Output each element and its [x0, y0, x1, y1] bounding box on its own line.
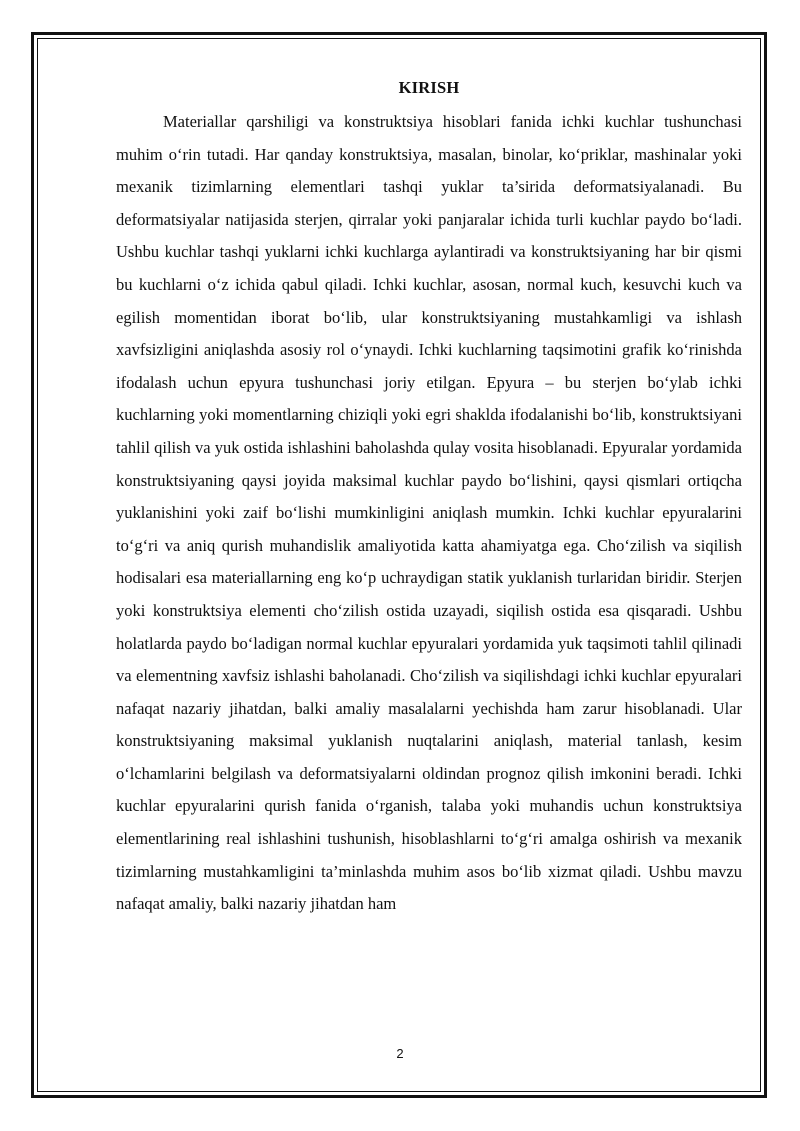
page-number: 2	[396, 1046, 404, 1061]
section-heading: KIRISH	[398, 78, 460, 97]
document-body	[116, 76, 742, 921]
body-paragraph: Materiallar qarshiligi va konstruktsiya hisoblari fanida ichki kuchlar tushunchasi muhim o‘rin tutadi. Har qanday konstruktsiya, masalan, binolar, ko‘priklar, mashinalar yoki mexanik tizimlarning elementlari tashqi yuklar ta’sirida deformatsiyalanadi. Bu deformatsiyalar natijasida sterjen, qirralar yoki panjaralar ichida turli kuchlar paydo bo‘ladi. Ushbu kuchlar tashqi yuklarni ichki kuchlarga aylantiradi va konstruktsiyaning har bir qismi bu kuchlarni o‘z ichida qabul qiladi. Ichki kuchlar, asosan, normal kuch, kesuvchi kuch va egilish momentidan iborat bo‘lib, ular konstruktsiyaning mustahkamligi va ishlash xavfsizligini aniqlashda asosiy rol o‘ynaydi. Ichki kuchlarning taqsimotini grafik ko‘rinishda ifodalash uchun epyura tushunchasi joriy etilgan. Epyura – bu sterjen bo‘ylab ichki kuchlarning yoki momentlarning chiziqli yoki egri shaklda ifodalanishi bo‘lib, konstruktsiyani tahlil qilish va yuk ostida ishlashini baholashda qulay vosita hisoblanadi. Epyuralar yordamida konstruktsiyaning qaysi joyida maksimal kuchlar paydo bo‘lishini, qaysi qismlari ortiqcha yuklanishini yoki zaif bo‘lishi mumkinligini aniqlash mumkin. Ichki kuchlar epyuralarini to‘g‘ri va aniq qurish muhandislik amaliyotida katta ahamiyatga ega. Cho‘zilish va siqilish hodisalari esa materiallarning eng ko‘p uchraydigan statik yuklanish turlaridan biridir. Sterjen yoki konstruktsiya elementi cho‘zilish ostida uzayadi, siqilish ostida esa qisqaradi. Ushbu holatlarda paydo bo‘ladigan normal kuchlar epyuralari yordamida yuk taqsimoti tahlil qilinadi va elementning xavfsiz ishlashi baholanadi. Cho‘zilish va siqilishdagi ichki kuchlar epyuralari nafaqat nazariy jihatdan, balki amaliy masalalarni yechishda ham zarur hisoblanadi. Ular konstruktsiyaning maksimal yuklanish nuqtalarini aniqlash, material tanlash, kesim o‘lchamlarini belgilash va deformatsiyalarni oldindan prognoz qilish imkonini beradi. Ichki kuchlar epyuralarini qurish fanida o‘rganish, talaba yoki muhandis uchun konstruktsiya elementlarining real ishlashini tushunish, hisoblashlarni to‘g‘ri amalga oshirish va mexanik tizimlarning mustahkamligini ta’minlashda muhim asos bo‘lib xizmat qiladi. Ushbu mavzu nafaqat amaliy, balki nazariy jihatdan ham	[116, 112, 742, 914]
